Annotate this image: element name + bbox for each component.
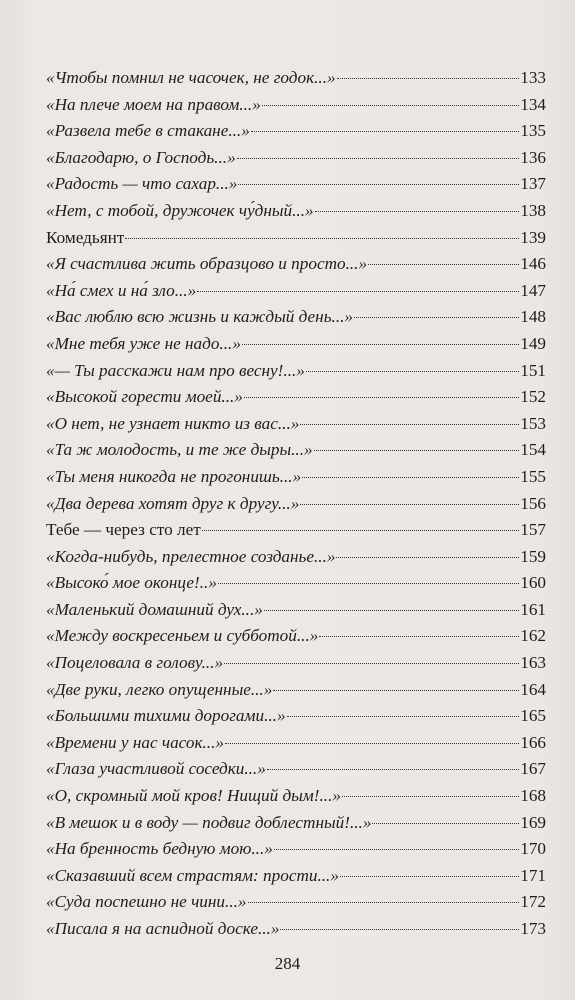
toc-entry xyxy=(46,916,546,943)
dot-leader xyxy=(368,264,519,265)
toc-entry xyxy=(46,464,546,491)
toc-entry-page: 172 xyxy=(520,892,546,912)
toc-entry-page: 160 xyxy=(520,573,546,593)
toc-entry-title: «Суда поспешно не чини...» xyxy=(46,892,247,912)
toc-entry-title: «Когда-нибудь, прелестное созданье...» xyxy=(46,546,336,566)
toc-entry-page: 163 xyxy=(520,653,546,673)
toc-entry xyxy=(46,278,546,305)
toc-entry-page: 153 xyxy=(520,413,546,433)
dot-leader xyxy=(287,716,520,717)
toc-entry-page: 167 xyxy=(520,759,546,779)
dot-leader xyxy=(237,158,520,159)
toc-entry xyxy=(46,517,546,544)
toc-entry-page: 152 xyxy=(520,387,546,407)
dot-leader xyxy=(218,583,519,584)
dot-leader xyxy=(342,796,519,797)
toc-entry-title: «Поцеловала в голову...» xyxy=(46,653,224,673)
dot-leader xyxy=(306,371,519,372)
dot-leader xyxy=(274,849,519,850)
toc-entry-page: 154 xyxy=(520,440,546,460)
toc-entry-title: «— Ты расскажи нам про весну!...» xyxy=(46,360,305,380)
toc-entry-title: «Между воскресеньем и субботой...» xyxy=(46,626,319,646)
toc-entry-title: «На́ смех и на́ зло...» xyxy=(46,280,197,300)
toc-entry xyxy=(46,304,546,331)
dot-leader xyxy=(224,663,519,664)
toc-entry-page: 170 xyxy=(520,839,546,859)
dot-leader xyxy=(314,450,520,451)
dot-leader xyxy=(300,424,519,425)
toc-entry-title: «Глаза участливой соседки...» xyxy=(46,759,266,779)
toc-entry-title: «На бренность бедную мою...» xyxy=(46,839,273,859)
toc-entry-title: «Большими тихими дорогами...» xyxy=(46,706,286,726)
dot-leader xyxy=(125,238,519,239)
toc-entry-title: «Чтобы помнил не часочек, не годок...» xyxy=(46,68,336,87)
dot-leader xyxy=(238,184,519,185)
toc-entry xyxy=(46,437,546,464)
dot-leader xyxy=(280,929,519,930)
dot-leader xyxy=(354,317,519,318)
dot-leader xyxy=(315,211,520,212)
toc-entry-title: «Мне тебя уже не надо...» xyxy=(46,333,241,353)
toc-entry-page: 135 xyxy=(520,121,546,141)
toc-entry xyxy=(46,171,546,198)
dot-leader xyxy=(202,530,520,531)
toc-entry-title: «Нет, с тобой, дружочек чу́дный...» xyxy=(46,200,314,220)
toc-entry xyxy=(46,810,546,837)
dot-leader xyxy=(262,105,519,106)
toc-entry-page: 166 xyxy=(520,732,546,752)
toc-entry xyxy=(46,570,546,597)
toc-entry-title: «В мешок и в воду — подвиг доблестный!...» xyxy=(46,812,372,832)
toc-entry-page: 136 xyxy=(520,147,546,167)
toc-entry-page: 164 xyxy=(520,679,546,699)
toc-entry xyxy=(46,491,546,518)
toc-entry-page: 156 xyxy=(520,493,546,513)
toc-entry-title: «Радость — что сахар...» xyxy=(46,174,238,194)
toc-entry xyxy=(46,411,546,438)
dot-leader xyxy=(300,504,519,505)
toc-entry-title: «Благодарю, о Господь...» xyxy=(46,147,236,167)
table-of-contents xyxy=(46,65,546,943)
dot-leader xyxy=(336,557,519,558)
toc-entry-page: 155 xyxy=(520,466,546,486)
toc-entry xyxy=(46,145,546,172)
toc-entry xyxy=(46,623,546,650)
toc-entry-title: «Два дерева хотят друг к другу...» xyxy=(46,493,300,513)
dot-leader xyxy=(251,131,519,132)
dot-leader xyxy=(242,344,519,345)
toc-entry xyxy=(46,756,546,783)
toc-entry-title: «Ты меня никогда не прогонишь...» xyxy=(46,466,302,486)
toc-entry xyxy=(46,65,546,92)
toc-entry-title: «Времени у нас часок...» xyxy=(46,732,224,752)
toc-entry xyxy=(46,783,546,810)
toc-entry xyxy=(46,358,546,385)
toc-entry-page: 169 xyxy=(520,812,546,832)
toc-entry-title: «На плече моем на правом...» xyxy=(46,94,261,114)
toc-entry xyxy=(46,597,546,624)
toc-entry-title: «О нет, не узнает никто из вас...» xyxy=(46,413,300,433)
toc-entry-title: Комедьянт xyxy=(46,227,125,247)
toc-entry xyxy=(46,198,546,225)
toc-entry xyxy=(46,225,546,252)
toc-entry-page: 162 xyxy=(520,626,546,646)
dot-leader xyxy=(264,610,519,611)
dot-leader xyxy=(197,291,519,292)
toc-entry-title: «Та ж молодость, и те же дыры...» xyxy=(46,440,313,460)
toc-entry-page: 157 xyxy=(520,520,546,540)
toc-entry-page: 148 xyxy=(520,307,546,327)
toc-entry-title: «Две руки, легко опущенные...» xyxy=(46,679,273,699)
toc-entry-title: «О, скромный мой кров! Нищий дым!...» xyxy=(46,786,341,806)
toc-entry-title: «Высокой горести моей...» xyxy=(46,387,243,407)
toc-entry-page: 146 xyxy=(520,254,546,274)
toc-entry xyxy=(46,251,546,278)
toc-entry-page: 168 xyxy=(520,786,546,806)
dot-leader xyxy=(273,690,519,691)
toc-entry-title: «Сказавший всем страстям: прости...» xyxy=(46,865,339,885)
toc-entry-title: «Я счастлива жить образцово и просто...» xyxy=(46,254,368,274)
dot-leader xyxy=(302,477,519,478)
page-number: 284 xyxy=(274,954,301,973)
toc-entry-title: «Вас люблю всю жизнь и каждый день...» xyxy=(46,307,354,327)
toc-entry-page: 138 xyxy=(520,200,546,220)
toc-entry xyxy=(46,730,546,757)
toc-entry xyxy=(46,836,546,863)
toc-entry-page: 173 xyxy=(520,919,546,938)
toc-entry xyxy=(46,544,546,571)
toc-entry-page: 161 xyxy=(520,599,546,619)
toc-entry-page: 149 xyxy=(520,333,546,353)
toc-entry xyxy=(46,889,546,916)
toc-entry-page: 171 xyxy=(520,865,546,885)
toc-entry xyxy=(46,650,546,677)
toc-entry-page: 165 xyxy=(520,706,546,726)
dot-leader xyxy=(267,769,519,770)
dot-leader xyxy=(340,876,519,877)
toc-entry-title: «Высоко́ мое оконце!..» xyxy=(46,573,217,593)
dot-leader xyxy=(319,636,519,637)
toc-entry-page: 137 xyxy=(520,174,546,194)
toc-entry-title: «Писала я на аспидной доске...» xyxy=(46,919,280,938)
toc-entry xyxy=(46,703,546,730)
toc-entry-page: 147 xyxy=(520,280,546,300)
toc-entry-title: «Развела тебе в стакане...» xyxy=(46,121,250,141)
dot-leader xyxy=(337,78,520,79)
toc-entry xyxy=(46,92,546,119)
toc-entry xyxy=(46,384,546,411)
toc-entry-title: Тебе — через сто лет xyxy=(46,520,201,540)
dot-leader xyxy=(225,743,519,744)
toc-entry xyxy=(46,677,546,704)
toc-entry xyxy=(46,331,546,358)
toc-entry-page: 139 xyxy=(520,227,546,247)
toc-entry-page: 151 xyxy=(520,360,546,380)
dot-leader xyxy=(372,823,519,824)
toc-entry-page: 159 xyxy=(520,546,546,566)
dot-leader xyxy=(244,397,519,398)
toc-entry-page: 133 xyxy=(520,68,546,87)
toc-entry-title: «Маленький домашний дух...» xyxy=(46,599,263,619)
dot-leader xyxy=(248,902,520,903)
toc-entry xyxy=(46,118,546,145)
toc-entry-page: 134 xyxy=(520,94,546,114)
toc-entry xyxy=(46,863,546,890)
